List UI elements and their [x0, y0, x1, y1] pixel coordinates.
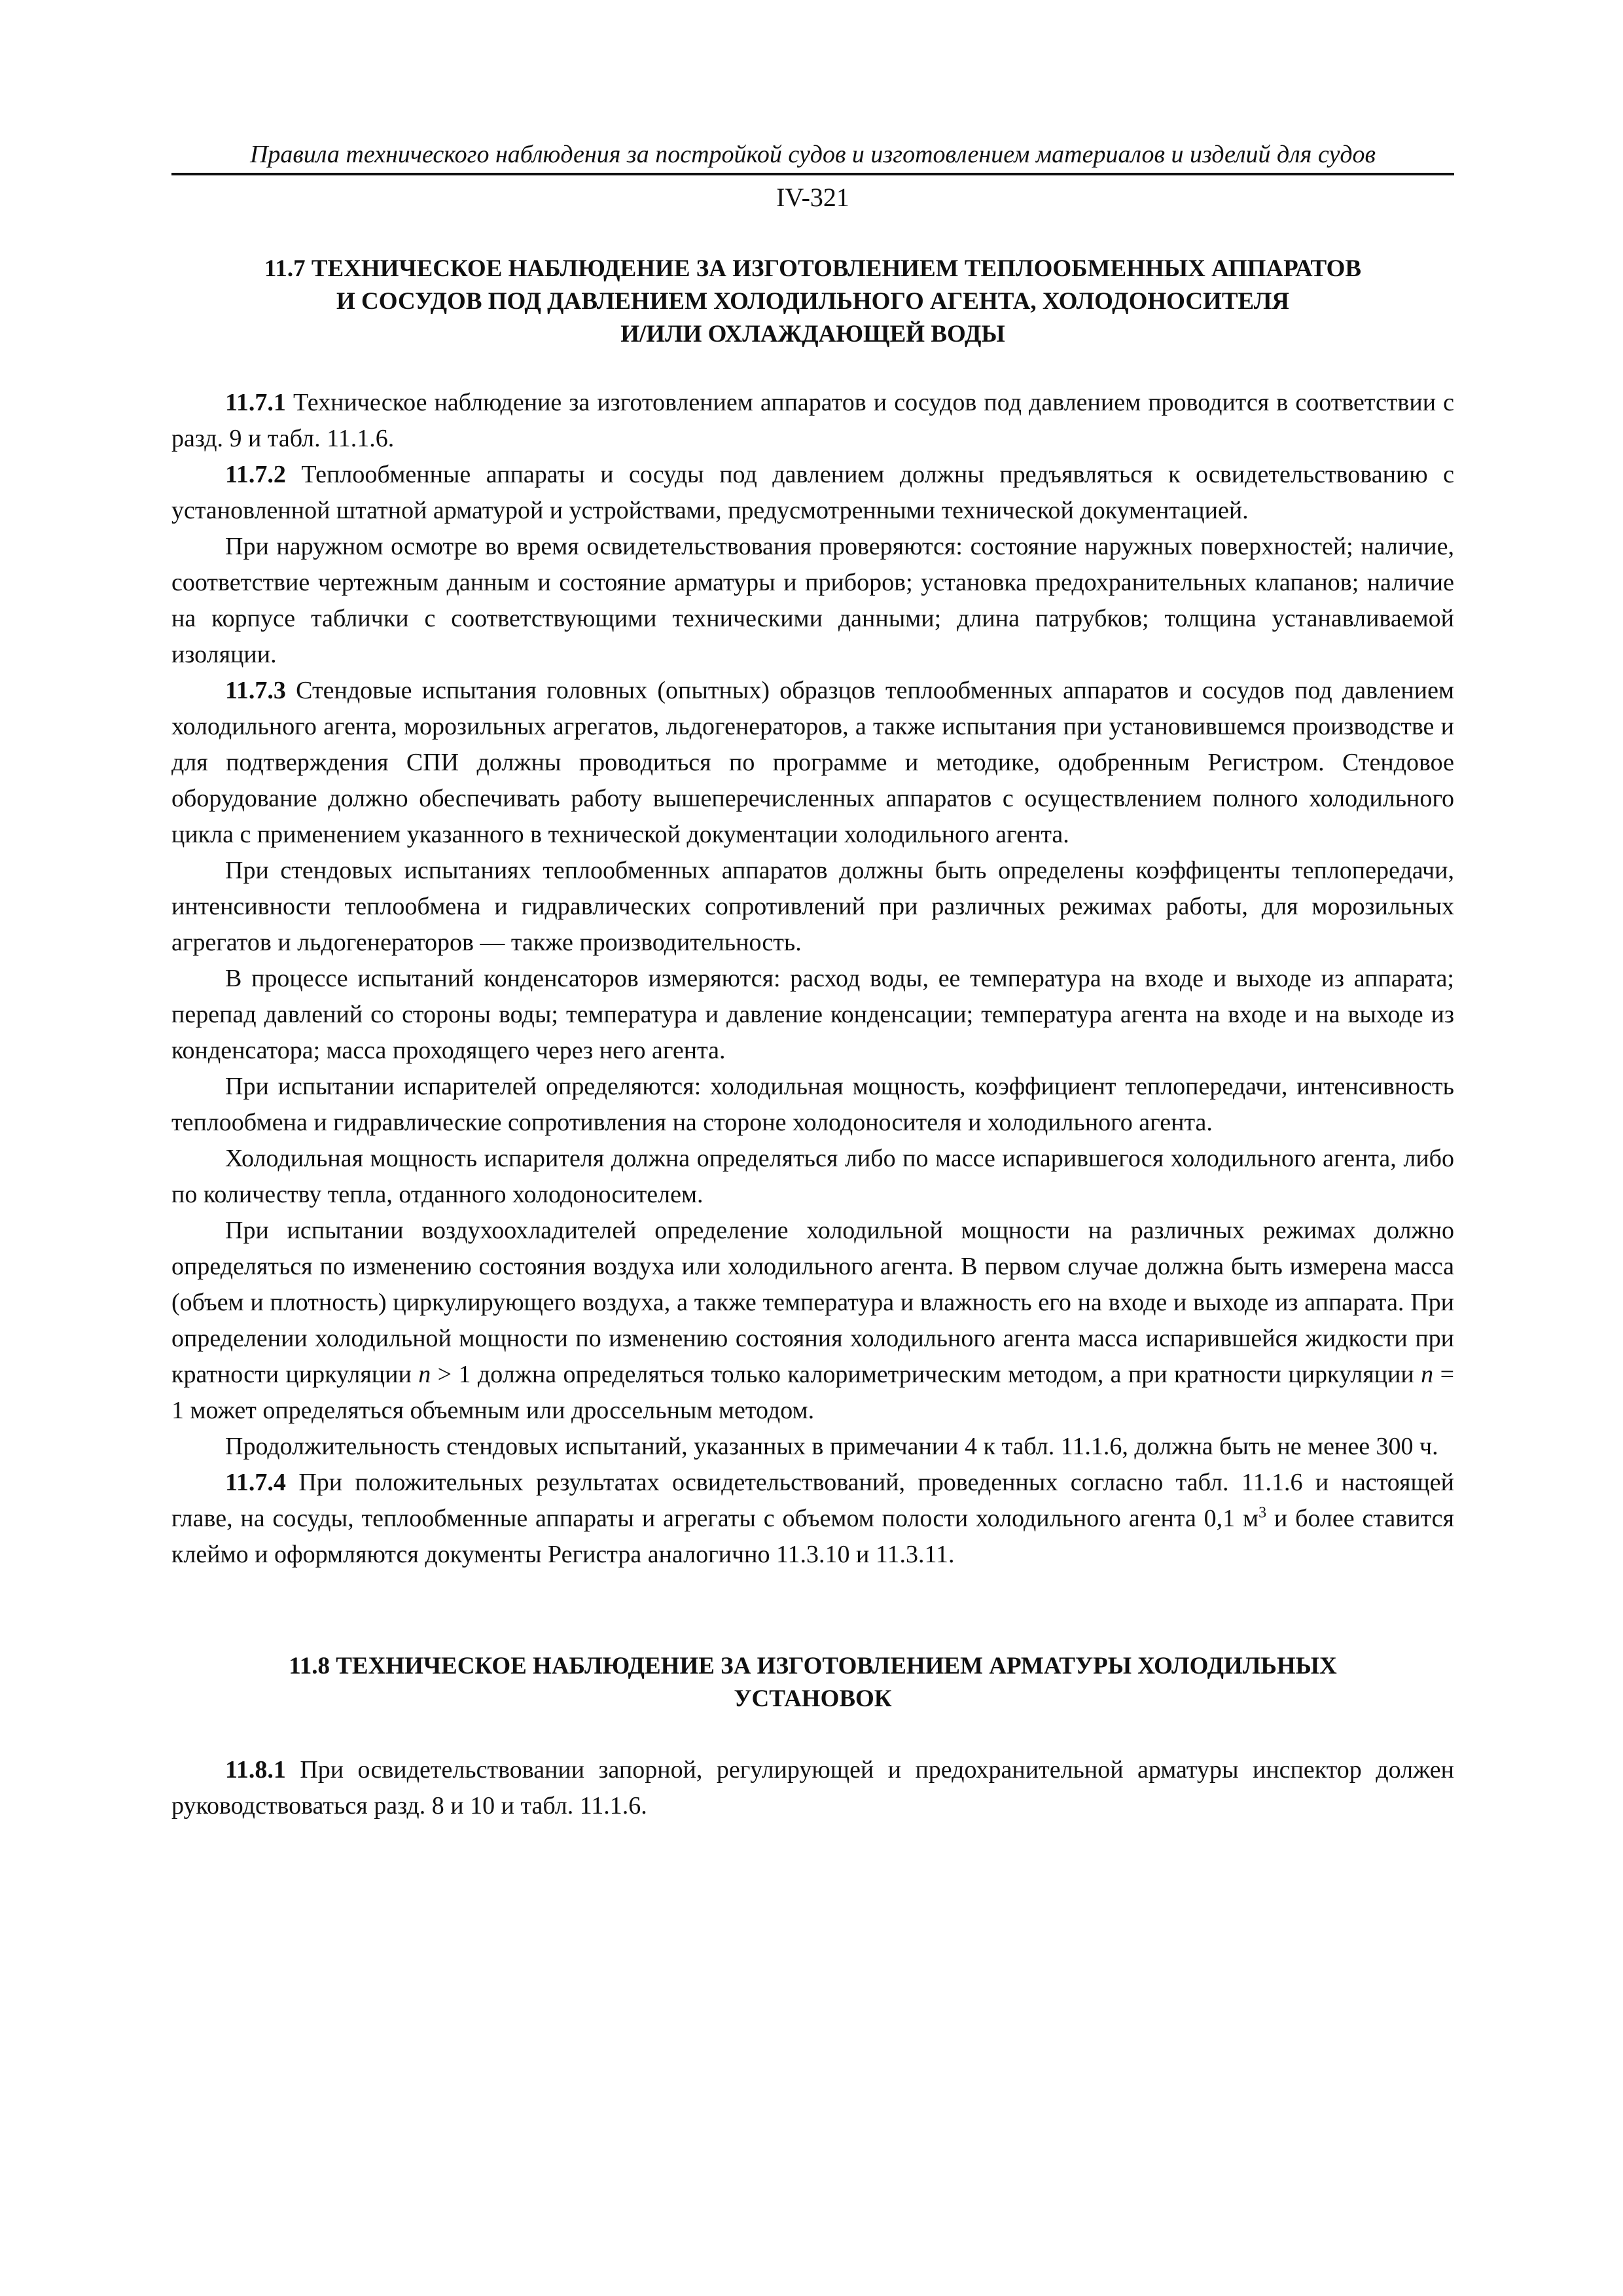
- paragraph-external-inspection: При наружном осмотре во время освидетельствования проверяются: состояние наружных поверхностей; наличие, соответствие чертежным данным и состояние арматуры и приборов; установка предохранительных клапанов; наличие на корпусе таблички с соответствующими техническими данными; длина патрубков; толщина устанавливаемой изоляции.: [171, 533, 1454, 668]
- heading-line: И/ИЛИ ОХЛАЖДАЮЩЕЙ ВОДЫ: [620, 321, 1005, 348]
- page-number: IV-321: [776, 183, 849, 212]
- section-heading-11-8: [171, 1650, 1454, 1715]
- paragraph-evaporator-capacity: Холодильная мощность испарителя должна определяться либо по массе испарившегося холодильного агента, либо по количеству тепла, отданного холодоносителем.: [171, 1145, 1454, 1208]
- paragraph-text: Теплообменные аппараты и сосуды под давлением должны предъявляться к освидетельствованию с установленной штатной арматурой и устройствами, предусмотренными технической документацией.: [171, 461, 1455, 524]
- paragraph-text: Техническое наблюдение за изготовлением аппаратов и сосудов под давлением проводится в соответствии с разд. 9 и табл. 11.1.6.: [171, 389, 1455, 452]
- clause-number: 11.7.4: [225, 1469, 286, 1496]
- heading-line: 11.8 ТЕХНИЧЕСКОЕ НАБЛЮДЕНИЕ ЗА ИЗГОТОВЛЕНИЕМ АРМАТУРЫ ХОЛОДИЛЬНЫХ: [289, 1653, 1337, 1679]
- paragraph-text: При испытании воздухоохладителей определение холодильной мощности на различных режимах должно определяться по изменению состояния воздуха или холодильного агента. В первом случае должна быть измерена масса (объем и плотность) циркулирующего воздуха, а также температура и влажность его на входе и выходе из аппарата. При определении холодильной мощности по изменению состояния холодильного агента масса испарившейся жидкости при кратности циркуляции: [171, 1217, 1454, 1388]
- paragraph-text: и более ставится клеймо и оформляются документы Регистра аналогично 11.3.10 и 11.3.11.: [171, 1505, 1454, 1568]
- heading-line: УСТАНОВОК: [734, 1685, 892, 1712]
- paragraph-11-7-1: [171, 385, 1454, 457]
- section-body-11-7: [171, 385, 1454, 1573]
- clause-number: 11.7.3: [225, 677, 286, 704]
- paragraph-text: Стендовые испытания головных (опытных) образцов теплообменных аппаратов и сосудов под давлением холодильного агента, морозильных агрегатов, льдогенераторов, а также испытания при установившемся производстве и для подтверждения СПИ должны проводиться по программе и методике, одобренным Регистром. Стендовое оборудование должно обеспечивать работу вышеперечисленных аппаратов с осуществлением полного холодильного цикла с применением указанного в технической документации холодильного агента.: [171, 677, 1455, 848]
- running-header: Правила технического наблюдения за постройкой судов и изготовлением материалов и изделий для судов: [171, 137, 1454, 175]
- heading-line: 11.7 ТЕХНИЧЕСКОЕ НАБЛЮДЕНИЕ ЗА ИЗГОТОВЛЕНИЕМ ТЕПЛООБМЕННЫХ АППАРАТОВ: [264, 255, 1362, 282]
- paragraph-text: При освидетельствовании запорной, регулирующей и предохранительной арматуры инспектор должен руководствоваться разд. 8 и 10 и табл. 11.1.6.: [171, 1756, 1454, 1820]
- section-body-11-8: [171, 1752, 1454, 1824]
- clause-number: 11.7.1: [225, 389, 286, 416]
- variable-n: n: [418, 1361, 431, 1388]
- paragraph-11-7-4: [171, 1465, 1454, 1573]
- heading-line: И СОСУДОВ ПОД ДАВЛЕНИЕМ ХОЛОДИЛЬНОГО АГЕНТА, ХОЛОДОНОСИТЕЛЯ: [336, 288, 1290, 315]
- section-heading-11-7: [171, 253, 1454, 351]
- paragraph-11-8-1: [171, 1752, 1454, 1824]
- variable-n: n: [1421, 1361, 1434, 1388]
- paragraph-text: = 1 может определяться объемным или дроссельным методом.: [171, 1361, 1455, 1424]
- paragraph-text: > 1 должна определяться только калориметрическим методом, а при кратности циркуляции: [431, 1361, 1421, 1388]
- paragraph-air-cooler-tests: [171, 1213, 1454, 1429]
- clause-number: 11.7.2: [225, 461, 286, 488]
- paragraph-test-duration: Продолжительность стендовых испытаний, указанных в примечании 4 к табл. 11.1.6, должна быть не менее 300 ч.: [225, 1433, 1438, 1460]
- paragraph-condenser-tests: В процессе испытаний конденсаторов измеряются: расход воды, ее температура на входе и выходе из аппарата; перепад давлений со стороны воды; температура и давление конденсации; температура агента на входе и на выходе из конденсатора; масса проходящего через него агента.: [171, 965, 1454, 1064]
- paragraph-evaporator-tests: При испытании испарителей определяются: холодильная мощность, коэффициент теплопередачи, интенсивность теплообмена и гидравлические сопротивления на стороне холодоносителя и холодильного агента.: [171, 1073, 1454, 1136]
- document-page: [171, 137, 1454, 1824]
- paragraph-bench-tests: При стендовых испытаниях теплообменных аппаратов должны быть определены коэффиценты теплопередачи, интенсивности теплообмена и гидравлических сопротивлений при различных режимах работы, для морозильных агрегатов и льдогенераторов — также производительность.: [171, 857, 1454, 956]
- paragraph-11-7-2: [171, 457, 1454, 529]
- paragraph-11-7-3: [171, 673, 1454, 853]
- paragraph-text: При положительных результатах освидетельствований, проведенных согласно табл. 11.1.6 и настоящей главе, на сосуды, теплообменные аппараты и агрегаты с объемом полости холодильного агента 0,1 м: [171, 1469, 1454, 1532]
- superscript: 3: [1258, 1504, 1267, 1522]
- clause-number: 11.8.1: [225, 1756, 286, 1784]
